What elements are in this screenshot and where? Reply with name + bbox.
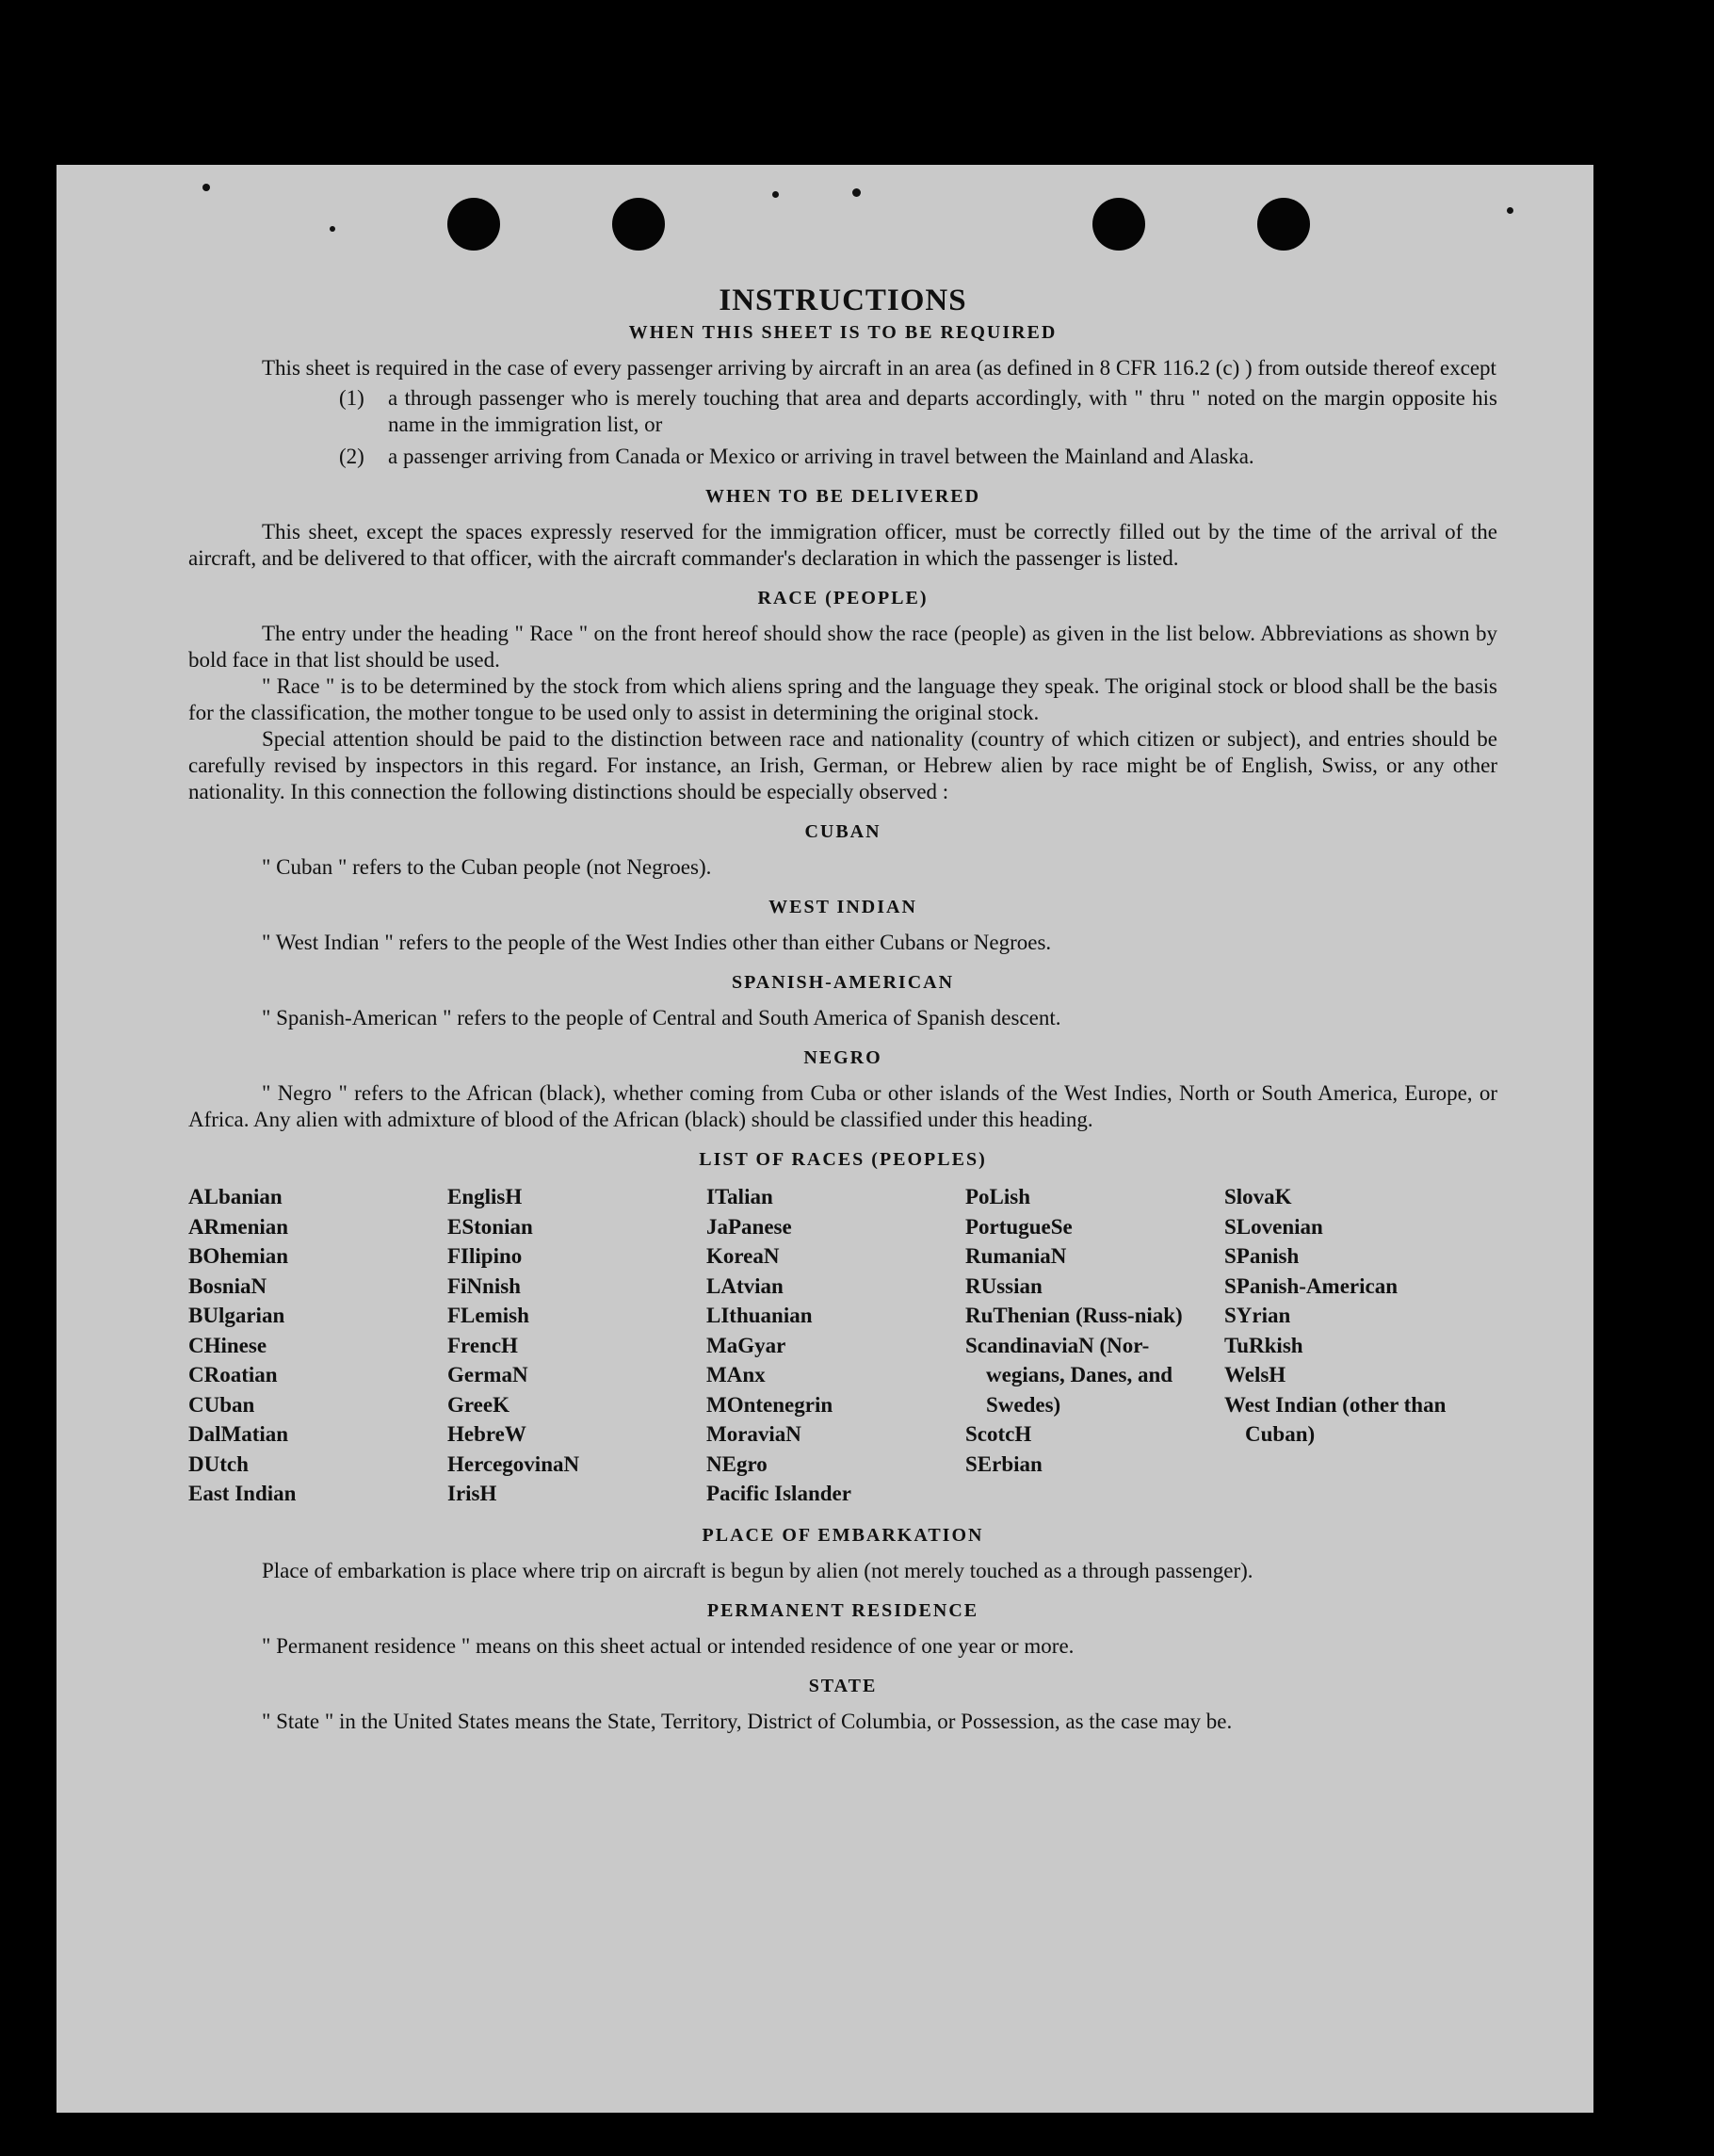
race-entry: SPanish-American <box>1224 1273 1398 1298</box>
cuban-text: " Cuban " refers to the Cuban people (not Negroes). <box>262 855 712 879</box>
race-entry: CRoatian <box>188 1363 278 1386</box>
heading-when-delivered: WHEN TO BE DELIVERED <box>704 486 981 507</box>
west-indian-text: " West Indian " refers to the people of the West Indies other than either Cubans or Negroes. <box>262 931 1052 954</box>
race-entry: FIlipino <box>447 1244 523 1268</box>
race-entry: GermaN <box>447 1363 528 1386</box>
scan-speck <box>330 226 335 232</box>
exception-item <box>339 444 1497 470</box>
race-entry: Pacific Islander <box>706 1482 851 1505</box>
heading-state: STATE <box>808 1675 878 1696</box>
race-entry: EStonian <box>447 1214 533 1239</box>
race-entry: EnglisH <box>447 1185 523 1208</box>
spanish-american-text: " Spanish-American " refers to the people of Central and South America of Spanish descent. <box>262 1006 1061 1029</box>
race-entry: FLemish <box>447 1304 529 1327</box>
race-entry: GreeK <box>447 1392 509 1417</box>
race-entry: ALbanian <box>188 1185 283 1208</box>
punch-hole <box>1092 198 1145 251</box>
race-entry: MAnx <box>706 1363 766 1386</box>
punch-hole <box>447 198 500 251</box>
required-intro: This sheet is required in the case of every passenger arriving by aircraft in an area (as defined in 8 CFR 116.2 (c) ) from outside thereof except <box>262 356 1496 380</box>
heading-embarkation: PLACE OF EMBARKATION <box>702 1524 984 1546</box>
exception-text: a passenger arriving from Canada or Mexico or arriving in travel between the Mainland and Alaska. <box>388 445 1254 468</box>
race-entry: WelsH <box>1224 1363 1286 1386</box>
races-column-4 <box>965 1182 1224 1509</box>
exception-item <box>339 385 1497 438</box>
races-column-5 <box>1224 1182 1483 1509</box>
race-entry: SErbian <box>965 1451 1043 1476</box>
delivered-text: This sheet, except the spaces expressly reserved for the immigration officer, must be correctly filled out by the time of the arrival of the aircraft, and be delivered to that officer, with the aircraft commander's declaration in which the passenger is listed. <box>188 520 1497 570</box>
races-list <box>188 1182 1497 1509</box>
race-entry: SPanish <box>1224 1244 1300 1268</box>
heading-list-of-races: LIST OF RACES (PEOPLES) <box>699 1149 987 1170</box>
race-entry: NEgro <box>706 1451 768 1476</box>
race-entry: ARmenian <box>188 1214 289 1239</box>
heading-cuban: CUBAN <box>804 821 881 842</box>
exception-number: (2) <box>339 445 364 468</box>
residence-text: " Permanent residence " means on this sheet actual or intended residence of one year or more. <box>262 1633 1075 1658</box>
heading-negro: NEGRO <box>803 1047 882 1068</box>
scan-speck <box>772 191 779 198</box>
exception-text: a through passenger who is merely touching that area and departs accordingly, with " thru " noted on the margin opposite his name in the immigration list, or <box>388 386 1497 436</box>
races-column-2 <box>447 1182 706 1509</box>
race-entry: FrencH <box>447 1333 518 1357</box>
document-sheet <box>57 165 1593 2113</box>
page-title: INSTRUCTIONS <box>719 284 967 317</box>
race-entry: MoraviaN <box>706 1422 801 1446</box>
races-column-1 <box>188 1182 447 1509</box>
race-entry: SLovenian <box>1224 1214 1323 1239</box>
race-entry: BUlgarian <box>188 1304 285 1327</box>
race-entry: SYrian <box>1224 1304 1291 1327</box>
race-paragraph: Special attention should be paid to the distinction between race and nationality (country of which citizen or subject), and entries should be carefully revised by inspectors in this regard. For instance, an Irish, German, or Hebrew alien by race might be of English, Swiss, or any other nationality. In this connection the following distinctions should be especially observed : <box>188 727 1497 803</box>
race-entry: ITalian <box>706 1185 773 1208</box>
race-entry: ScotcH <box>965 1422 1032 1446</box>
race-entry: CUban <box>188 1392 255 1417</box>
heading-spanish-american: SPANISH-AMERICAN <box>731 972 955 993</box>
heading-permanent-residence: PERMANENT RESIDENCE <box>706 1599 979 1621</box>
race-entry: JaPanese <box>706 1214 792 1239</box>
race-entry: IrisH <box>447 1482 497 1505</box>
embarkation-text: Place of embarkation is place where trip on aircraft is begun by alien (not merely touched as a through passenger). <box>262 1558 1253 1582</box>
race-entry: CHinese <box>188 1333 267 1357</box>
race-entry: West Indian (other than Cuban) <box>1224 1392 1447 1446</box>
state-text: " State " in the United States means the State, Territory, District of Columbia, or Possession, as the case may be. <box>262 1709 1233 1733</box>
race-entry: PortugueSe <box>965 1214 1073 1239</box>
race-entry: KoreaN <box>706 1244 780 1268</box>
race-entry: PoLish <box>965 1185 1031 1208</box>
race-entry: RuThenian (Russ-niak) <box>965 1304 1183 1327</box>
race-entry: East Indian <box>188 1482 297 1505</box>
race-entry: BOhemian <box>188 1244 289 1268</box>
race-entry: FiNnish <box>447 1273 521 1298</box>
race-entry: MOntenegrin <box>706 1392 833 1417</box>
race-entry: LAtvian <box>706 1273 784 1298</box>
race-entry: HercegovinaN <box>447 1451 580 1476</box>
negro-text: " Negro " refers to the African (black), whether coming from Cuba or other islands of the West Indies, North or South America, Europe, or Africa. Any alien with admixture of blood of the African (black) should be classified under this heading. <box>188 1081 1497 1131</box>
punch-hole <box>1257 198 1310 251</box>
race-entry: RUssian <box>965 1273 1043 1298</box>
heading-west-indian: WEST INDIAN <box>768 897 917 917</box>
race-entry: SlovaK <box>1224 1185 1292 1208</box>
race-entry: ScandinaviaN (Nor-wegians, Danes, and Swedes) <box>965 1333 1173 1417</box>
race-entry: TuRkish <box>1224 1333 1303 1357</box>
race-entry: DUtch <box>188 1451 249 1476</box>
race-entry: MaGyar <box>706 1333 786 1357</box>
heading-when-required: WHEN THIS SHEET IS TO BE REQUIRED <box>628 322 1058 343</box>
scan-speck <box>202 184 210 191</box>
race-paragraph: The entry under the heading " Race " on the front hereof should show the race (people) as given in the list below. Abbreviations as shown by bold face in that list should be used. <box>188 622 1497 672</box>
exception-number: (1) <box>339 386 364 410</box>
race-paragraph: " Race " is to be determined by the stock from which aliens spring and the language they speak. The original stock or blood shall be the basis for the classification, the mother tongue to be used only to assist in determining the original stock. <box>188 674 1497 724</box>
scan-speck <box>852 188 861 197</box>
scan-speck <box>1507 207 1513 214</box>
race-entry: RumaniaN <box>965 1244 1067 1268</box>
instructions-content <box>188 284 1497 1735</box>
race-entry: HebreW <box>447 1422 526 1446</box>
race-entry: LIthuanian <box>706 1304 813 1327</box>
punch-hole <box>612 198 665 251</box>
heading-race: RACE (PEOPLE) <box>757 588 929 608</box>
races-column-3 <box>706 1182 965 1509</box>
race-entry: DalMatian <box>188 1422 289 1446</box>
race-entry: BosniaN <box>188 1273 267 1298</box>
